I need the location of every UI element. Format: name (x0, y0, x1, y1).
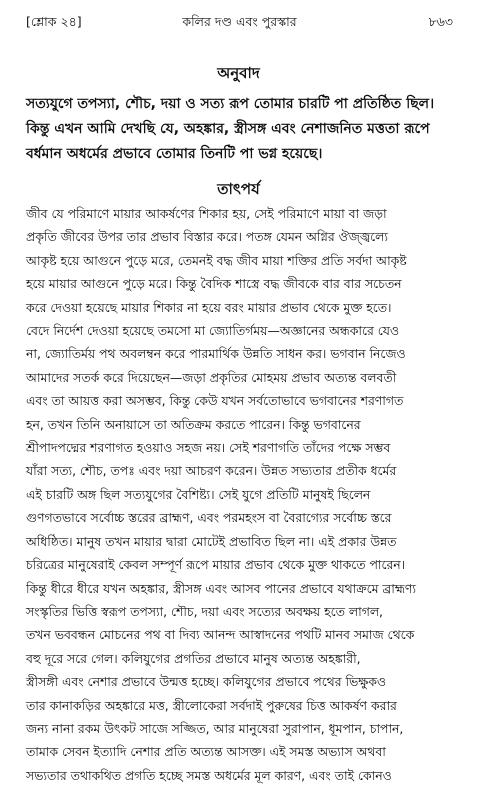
page-number: ৮৬৩ (428, 14, 453, 29)
page-header (26, 14, 453, 36)
chapter-title: কলির দণ্ড এবং পুরস্কার (182, 14, 297, 29)
purport-heading: তাৎপর্য (217, 180, 260, 198)
purport-text: জীব যে পরিমাণে মায়ার আকর্ষণের শিকার হয়, সেই পরিমাণে মায়া বা জড়া প্রকৃতি জীবের উপর তার প্রভাব বিস্তার করে। পতঙ্গ যেমন অগ্নির ঔজ্জ্বল্যে আকৃষ্ট হয়ে আগুনে পুড়ে মরে, তেমনই বদ্ধ জীব মায়া শক্তির প্রতি সর্বদা আকৃষ্ট হয়ে মায়ার আগুনে পুড়ে মরে। কিন্তু বৈদিক শাস্ত্রে বদ্ধ জীবকে বার বার সচেতন করে দেওয়া হয়েছে মায়ার শিকার না হয়ে বরং মায়ার প্রভাব থেকে মুক্ত হতে। বেদে নির্দেশ দেওয়া হয়েছে তমসো মা জ্যোতির্গময়—অজ্ঞানের অন্ধকারে যেও না, জ্যোতির্ময় পথ অবলম্বন করে পারমার্থিক উন্নতি সাধন কর। ভগবান নিজেও আমাদের সতর্ক করে দিয়েছেন—জড়া প্রকৃতির মোহময় প্রভাব অত্যন্ত বলবতী এবং তা আয়ত্ত করা অসম্ভব, কিন্তু কেউ যখন সর্বতোভাবে ভগবানের শরণাগত হন, তখন তিনি অনায়াসে তা অতিক্রম করতে পারেন। কিন্তু ভগবানের শ্রীপাদপদ্মের শরণাগত হওয়াও সহজ নয়। সেই শরণাগতি তাঁদের পক্ষে সম্ভব যাঁরা সত্য, শৌচ, তপঃ এবং দয়া আচরণ করেন। উন্নত সভ্যতার প্রতীক ধর্মের এই চারটি অঙ্গ ছিল সত্যযুগের বৈশিষ্ট্য। সেই যুগে প্রতিটি মানুষই ছিলেন গুণগতভাবে সর্বোচ্চ স্তরের ব্রাহ্মণ, এবং পরমহংস বা বৈরাগ্যের সর্বোচ্চ স্তরে অধিষ্ঠিত। মানুষ তখন মায়ার দ্বারা মোটেই প্রভাবিত ছিল না। এই প্রকার উন্নত চরিত্রের মানুষেরাই কেবল সম্পূর্ণ রূপে মায়ার প্রভাব থেকে মুক্ত থাকতে পারেন। কিন্তু ধীরে ধীরে যখন অহঙ্কার, স্ত্রীসঙ্গ এবং আসব পানের প্রভাবে যথাক্রমে ব্রাহ্মণ্য সংস্কৃতির ভিত্তি স্বরূপ তপস্যা, শৌচ, দয়া এবং সত্যের অবক্ষয় হতে লাগল, তখন ভববন্ধন মোচনের পথ বা দিব্য আনন্দ আস্বাদনের পথটি মানব সমাজ থেকে বহু দূরে সরে গেল। কলিযুগের প্রগতির প্রভাবে মানুষ অত্যন্ত অহঙ্কারী, স্ত্রীসঙ্গী এবং নেশার প্রভাবে উন্মত্ত হচ্ছে। কলিযুগের প্রভাবে পথের ভিক্ষুকও তার কানাকড়ির অহঙ্কারে মত্ত, স্ত্রীলোকেরা সর্বদাই পুরুষের চিত্ত আকর্ষণ করার জন্য নানা রকম উৎকট সাজে সজ্জিত, আর মানুষেরা সুরাপান, ধূমপান, চাপান, তামাক সেবন ইত্যাদি নেশার প্রতি অত্যন্ত আসক্ত। এই সমস্ত অভ্যাস অথবা সভ্যতার তথাকথিত প্রগতি হচ্ছে সমস্ত অধর্মের মূল কারণ, এবং তাই কোনও (26, 206, 416, 783)
verse-reference: [শ্লোক ২৪] (26, 14, 82, 29)
translation-heading: অনুবাদ (217, 64, 260, 82)
translation-text: সত্যযুগে তপস্যা, শৌচ, দয়া ও সত্য রূপ তোমার চারটি পা প্রতিষ্ঠিত ছিল। কিন্তু এখন আমি দেখছি যে, অহঙ্কার, স্ত্রীসঙ্গ এবং নেশাজনিত মত্ততা রূপে বর্ধমান অধর্মের প্রভাবে তোমার তিনটি পা ভগ্ন হয়েছে। (26, 96, 435, 162)
